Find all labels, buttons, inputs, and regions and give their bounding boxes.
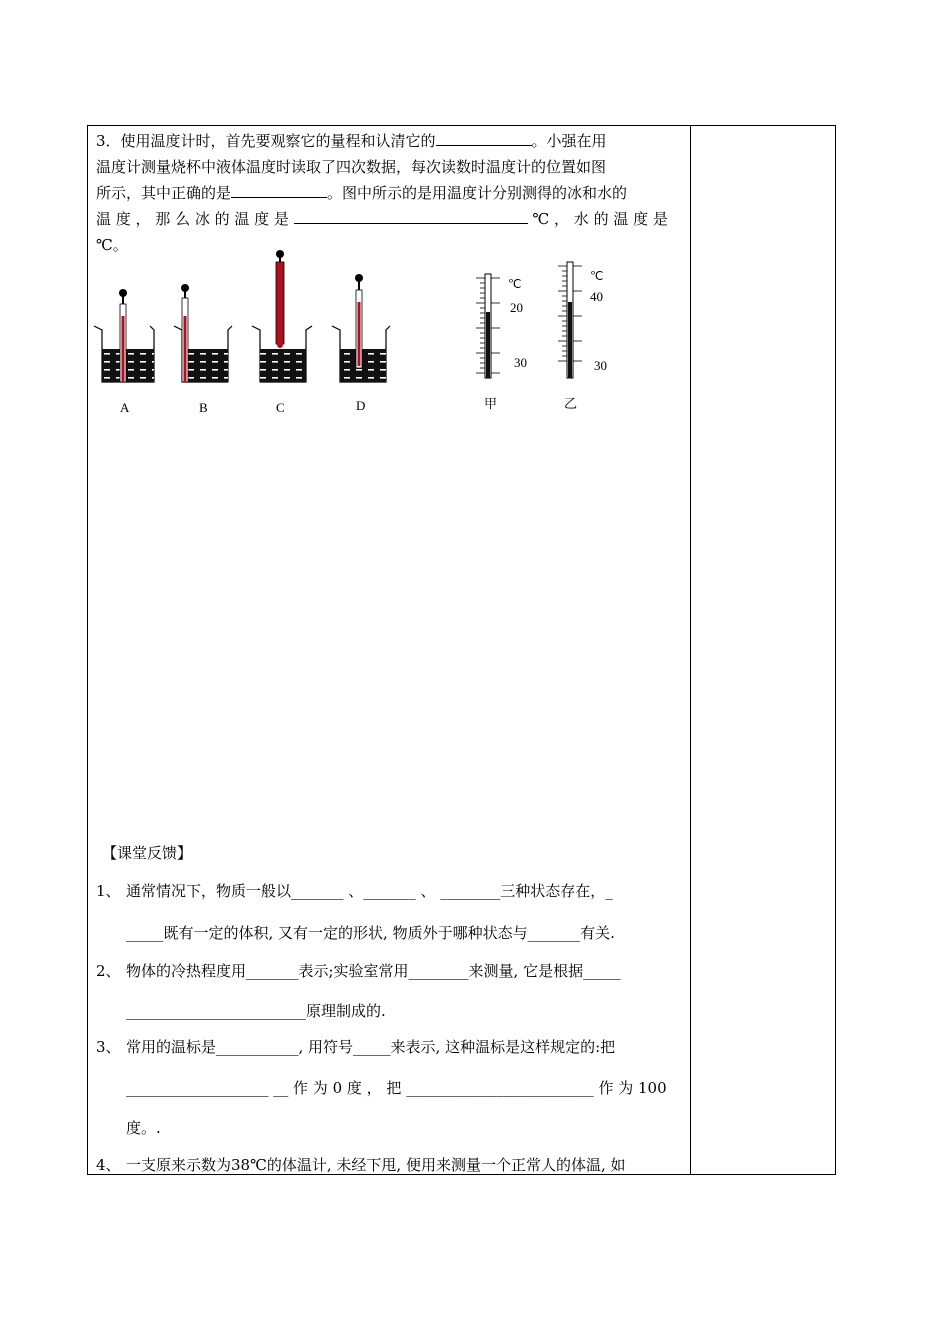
q3-line-4: 温 度 ， 那 么 冰 的 温 度 是 ℃ ， 水 的 温 度 是: [96, 206, 680, 232]
beaker-b: [174, 284, 232, 382]
feedback-item-2: 2、 物体的冷热程度用_______表示;实验室常用________来测量, 它是根据_____: [96, 962, 621, 980]
beaker-c: [252, 250, 312, 382]
q3-line-5: ℃。: [96, 236, 128, 254]
feedback-item-4: 4、 一支原来示数为38℃的体温计, 未经下甩, 便用来测量一个正常人的体温, 如: [96, 1156, 626, 1174]
thermo-yi-top-value: 40: [590, 289, 603, 304]
answer-blank[interactable]: [436, 129, 532, 146]
thermo-yi-bottom-value: 30: [594, 358, 607, 373]
beaker-d: [332, 274, 390, 382]
feedback-title: 【课堂反馈】: [102, 844, 193, 862]
beaker-label-d: D: [356, 398, 366, 413]
feedback-item-3-cont[interactable]: ___________________ __ 作 为 0 度 ， 把 _________________________ 作 为 100: [126, 1079, 667, 1097]
question-3: [96, 128, 680, 258]
beaker-label-a: A: [120, 400, 130, 415]
feedback-item-3: 3、 常用的温标是___________, 用符号_____来表示, 这种温标是这样规定的:把: [96, 1038, 616, 1056]
feedback-item-1-cont[interactable]: _____既有一定的体积, 又有一定的形状, 物质外于哪种状态与_______有关.: [126, 924, 615, 942]
beaker-label-b: B: [199, 400, 208, 415]
thermometer-yi: [558, 262, 582, 378]
thermo-jia-top-value: 20: [510, 300, 523, 315]
feedback-item-3-cont2: 度。.: [126, 1119, 161, 1137]
thermo-jia-unit: ℃: [508, 277, 522, 291]
q3-line-2: 温度计测量烧杯中液体温度时读取了四次数据，每次读数时温度计的位置如图: [96, 158, 607, 176]
answer-blank[interactable]: [231, 181, 327, 198]
beaker-a: [94, 289, 154, 382]
feedback-item-2-cont[interactable]: ________________________原理制成的.: [126, 1002, 386, 1020]
thermometer-jia: [476, 274, 500, 378]
thermo-yi-label: 乙: [564, 396, 578, 411]
q3-line-1: 3．使用温度计时，首先要观察它的量程和认清它的 。小强在用: [96, 128, 680, 154]
thermometer-figure: [90, 246, 650, 426]
thermo-jia-bottom-value: 30: [514, 355, 527, 370]
thermo-jia-label: 甲: [484, 396, 498, 411]
answer-blank[interactable]: [294, 207, 528, 224]
q3-line-3: 所示，其中正确的是 。图中所示的是用温度计分别测得的冰和水的: [96, 180, 680, 206]
feedback-item-1: 1、 通常情况下，物质一般以_______ 、_______ 、 ________三种状态存在，_: [96, 882, 613, 900]
beaker-label-c: C: [276, 400, 285, 415]
thermo-yi-unit: ℃: [590, 269, 604, 283]
